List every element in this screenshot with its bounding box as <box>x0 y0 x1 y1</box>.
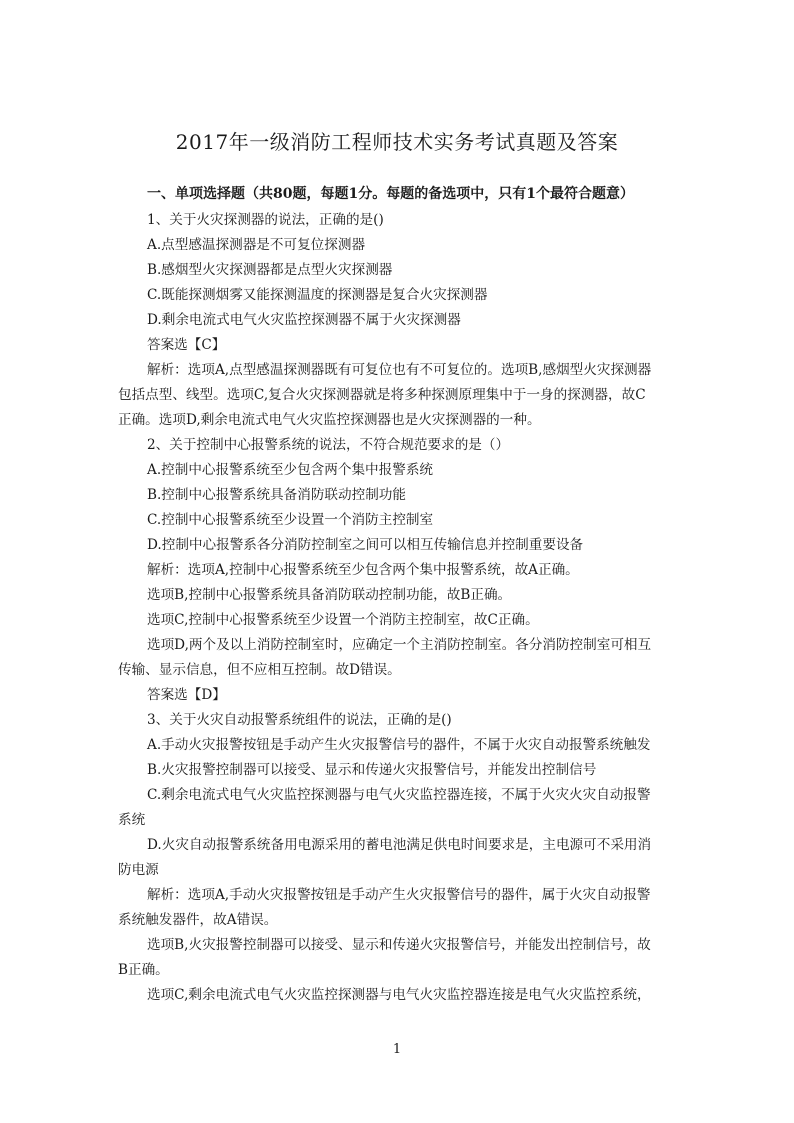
question-1-analysis: 解析：选项A,点型感温探测器既有可复位也有不可复位的。选项B,感烟型火灾探测器 <box>147 362 652 378</box>
question-2-analysis-c: 选项C,控制中心报警系统至少设置一个消防主控制室，故C正确。 <box>147 612 539 628</box>
question-2-option-c: C.控制中心报警系统至少设置一个消防主控制室 <box>147 512 434 528</box>
question-2-option-b: B.控制中心报警系统具备消防联动控制功能 <box>147 487 406 503</box>
question-2-analysis-d: 选项D,两个及以上消防控制室时，应确定一个主消防控制室。各分消防控制室可相互 <box>147 637 652 653</box>
question-3-analysis-b: 选项B,火灾报警控制器可以接受、显示和传递火灾报警信号，并能发出控制信号，故 <box>147 937 651 953</box>
question-1-answer: 答案选【C】 <box>147 337 226 353</box>
question-3-analysis-c: 选项C,剩余电流式电气火灾监控探测器与电气火灾监控器连接是电气火灾监控系统， <box>147 987 651 1003</box>
page-number: 1 <box>392 1042 402 1057</box>
question-1-option-c: C.既能探测烟雾又能探测温度的探测器是复合火灾探测器 <box>147 287 488 303</box>
question-1-analysis-cont: 正确。选项D,剩余电流式电气火灾监控探测器也是火灾探测器的一种。 <box>118 412 541 428</box>
question-2: 2、关于控制中心报警系统的说法，不符合规范要求的是（） <box>147 437 510 453</box>
question-3-option-d: D.火灾自动报警系统备用电源采用的蓄电池满足供电时间要求是，主电源可不采用消 <box>147 837 652 853</box>
question-1-analysis-cont: 包括点型、线型。选项C,复合火灾探测器就是将多种探测原理集中于一身的探测器，故C <box>118 387 646 403</box>
question-1-option-d: D.剩余电流式电气火灾监控探测器不属于火灾探测器 <box>147 312 461 328</box>
question-3-option-a: A.手动火灾报警按钮是手动产生火灾报警信号的器件，不属于火灾自动报警系统触发 <box>147 737 651 753</box>
question-2-analysis: 解析：选项A,控制中心报警系统至少包含两个集中报警系统，故A正确。 <box>147 562 579 578</box>
document-title: 2017年一级消防工程师技术实务考试真题及答案 <box>175 130 619 154</box>
question-3-analysis-a: 解析：选项A,手动火灾报警按钮是手动产生火灾报警信号的器件，属于火灾自动报警 <box>147 887 651 903</box>
question-3: 3、关于火灾自动报警系统组件的说法，正确的是() <box>147 712 452 728</box>
section-heading: 一、单项选择题（共80题，每题1分。每题的备选项中，只有1个最符合题意） <box>147 186 634 202</box>
question-2-analysis-b: 选项B,控制中心报警系统具备消防联动控制功能，故B正确。 <box>147 587 512 603</box>
question-1-option-b: B.感烟型火灾探测器都是点型火灾探测器 <box>147 262 393 278</box>
question-3-option-d-cont: 防电源 <box>118 862 159 878</box>
question-2-analysis-d-cont: 传输、显示信息，但不应相互控制。故D错误。 <box>118 662 401 678</box>
question-1-option-a: A.点型感温探测器是不可复位探测器 <box>147 237 366 253</box>
question-2-option-a: A.控制中心报警系统至少包含两个集中报警系统 <box>147 462 434 478</box>
question-2-answer: 答案选【D】 <box>147 687 226 703</box>
question-3-option-b: B.火灾报警控制器可以接受、显示和传递火灾报警信号，并能发出控制信号 <box>147 762 597 778</box>
question-1: 1、关于火灾探测器的说法，正确的是() <box>147 212 384 228</box>
question-3-analysis-b-cont: B正确。 <box>118 962 169 978</box>
question-3-option-c-cont: 系统 <box>118 812 146 828</box>
question-2-option-d: D.控制中心报警系各分消防控制室之间可以相互传输信息并控制重要设备 <box>147 537 584 553</box>
question-3-option-c: C.剩余电流式电气火灾监控探测器与电气火灾监控器连接，不属于火灾火灾自动报警 <box>147 787 651 803</box>
question-3-analysis-a-cont: 系统触发器件，故A错误。 <box>118 912 278 928</box>
